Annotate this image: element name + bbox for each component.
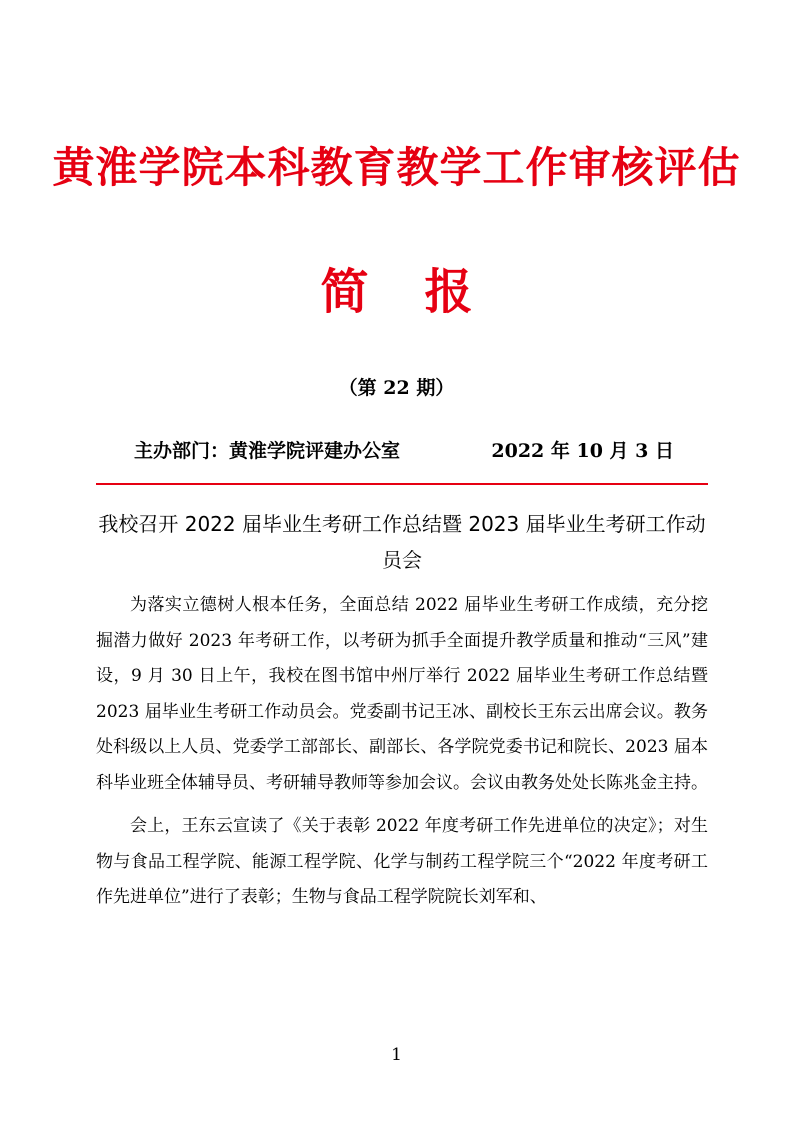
brief-title-char-2: 报 — [424, 264, 473, 320]
article-title: 我校召开 2022 届毕业生考研工作总结暨 2023 届毕业生考研工作动员会 — [98, 512, 706, 572]
masthead-title: 黄淮学院本科教育教学工作审核评估 — [52, 143, 741, 192]
page-number: 1 — [391, 1045, 402, 1065]
article-paragraph: 会上，王东云宣读了《关于表彰 2022 年度考研工作先进单位的决定》；对生物与食品工程学院、能源工程学院、化学与制药工程学院三个“2022 年度考研工作先进单位”进行了表彰；生物与食品工程学院院长刘军和、 — [96, 816, 708, 907]
brief-title-char-1: 简 — [320, 264, 369, 320]
red-divider — [96, 483, 708, 485]
article-paragraph: 为落实立德树人根本任务，全面总结 2022 届毕业生考研工作成绩，充分挖掘潜力做好 2023 年考研工作，以考研为抓手全面提升教学质量和推动“三风”建设，9 月 30 日上午，我校在图书馆中州厅举行 2022 届毕业生考研工作总结暨 2023 届毕业生考研工作动员会。党委副书记王冰、副校长王东云出席会议。教务处科级以上人员、党委学工部部长、副部长、各学院党委书记和院长、2023 届本科毕业班全体辅导员、考研辅导教师等参加会议。会议由教务处处长陈兆金主持。 — [96, 595, 708, 793]
issue-number: （第 22 期） — [338, 377, 455, 399]
article-body — [96, 588, 708, 924]
issue-date: 2022 年 10 月 3 日 — [491, 440, 674, 462]
sponsor-department: 主办部门：黄淮学院评建办公室 — [134, 440, 401, 462]
brief-title — [0, 262, 793, 322]
